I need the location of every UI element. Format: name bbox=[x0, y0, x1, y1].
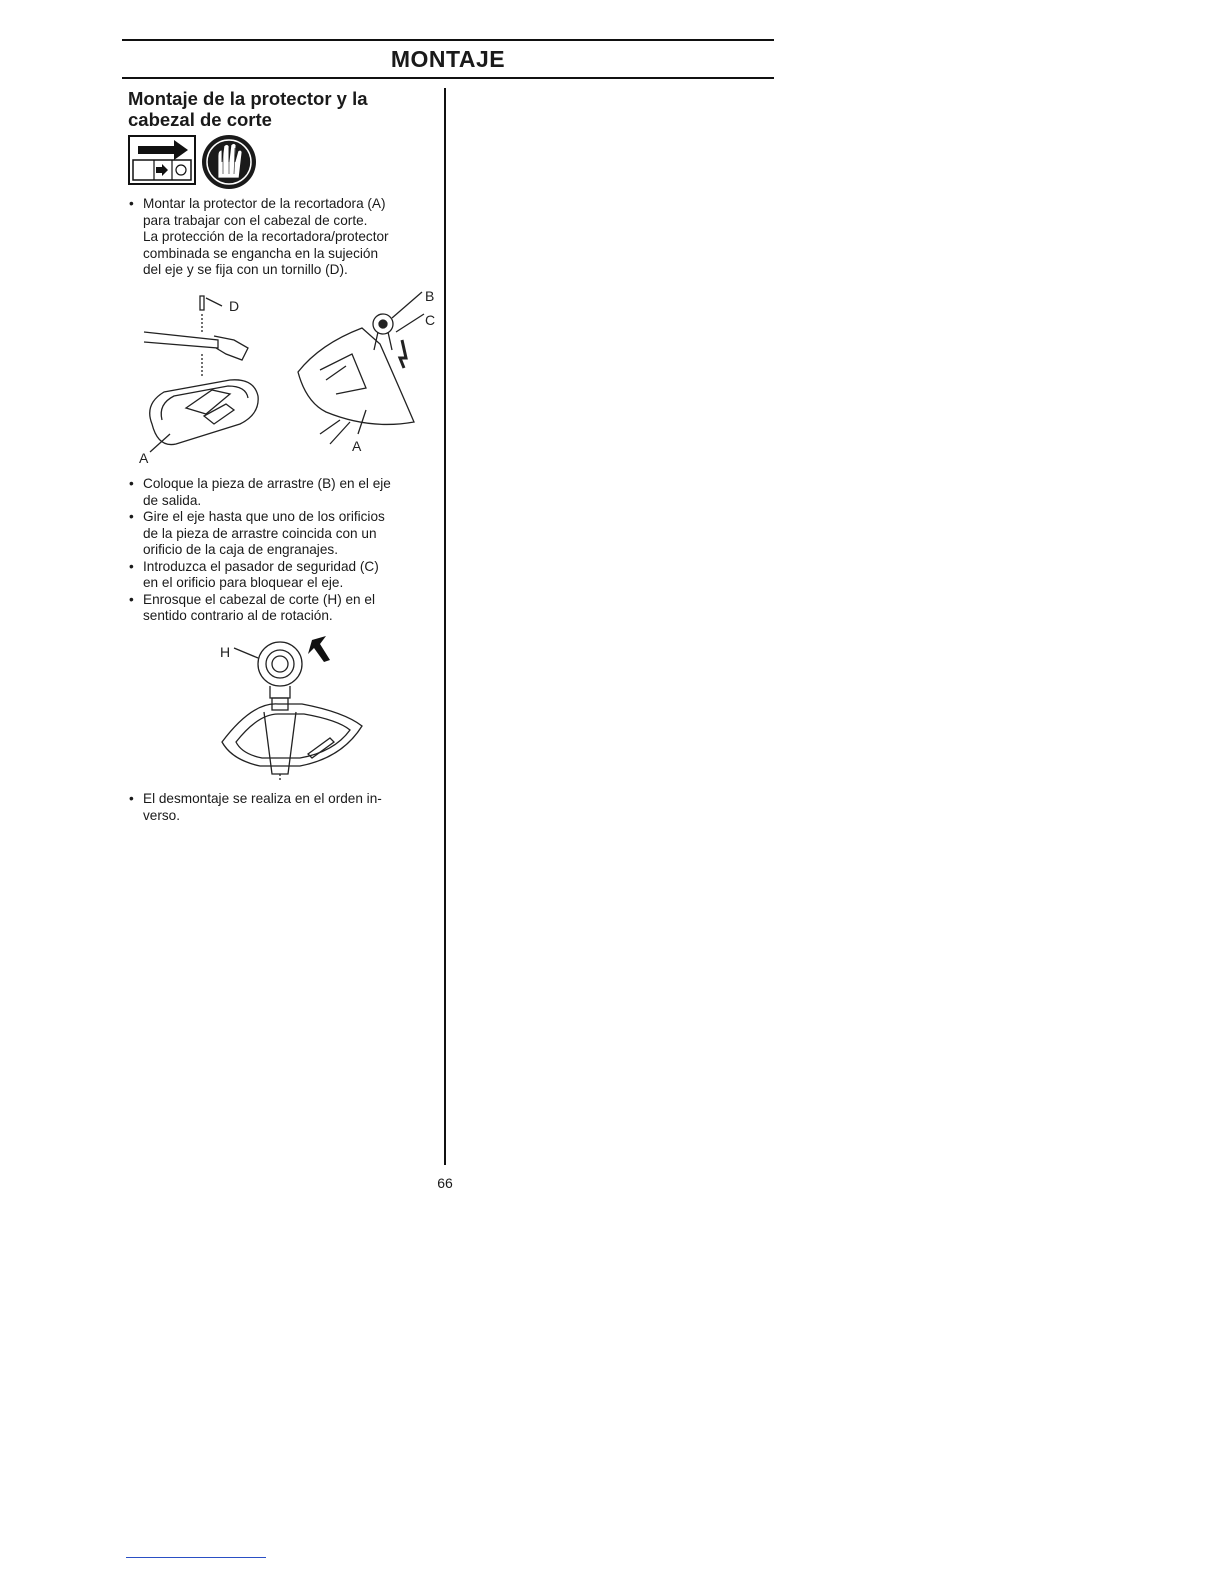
header-bottom-rule bbox=[122, 77, 774, 79]
intro-line: del eje y se fija con un tornillo (D). bbox=[143, 262, 348, 277]
page-header-title: MONTAJE bbox=[390, 46, 506, 72]
step-line: sentido contrario al de rotación. bbox=[143, 608, 333, 623]
figure-guard-assembly bbox=[130, 284, 440, 468]
intro-line: para trabajar con el cabezal de corte. bbox=[143, 212, 368, 228]
intro-line: Montar la protector de la recortadora (A) bbox=[143, 196, 386, 211]
label-h: H bbox=[220, 644, 231, 660]
page-number: 66 bbox=[437, 1175, 453, 1191]
label-a-right: A bbox=[352, 438, 362, 454]
bullet: • bbox=[129, 558, 134, 574]
step-line: en el orificio para bloquear el eje. bbox=[143, 575, 344, 590]
intro-line: combinada se engancha en la sujeción bbox=[143, 245, 379, 261]
bullet: • bbox=[129, 196, 134, 211]
list-item bbox=[128, 509, 438, 559]
closing-line: El desmontaje se realiza en el orden in- bbox=[143, 791, 382, 806]
gloves-icon bbox=[202, 135, 256, 189]
step-line: orificio de la caja de engranajes. bbox=[143, 542, 338, 557]
list-item bbox=[128, 196, 438, 279]
section-title-line-1: Montaje de la protector y la bbox=[128, 88, 368, 109]
list-item bbox=[128, 592, 438, 625]
list-item bbox=[128, 476, 438, 509]
closing-paragraph bbox=[128, 791, 438, 824]
intro-paragraph bbox=[128, 196, 438, 279]
label-b: B bbox=[425, 288, 435, 304]
bullet: • bbox=[129, 591, 134, 607]
section-title-line-2: cabezal de corte bbox=[128, 109, 272, 130]
list-item bbox=[128, 791, 438, 824]
footer-divider bbox=[126, 1557, 266, 1558]
bullet: • bbox=[129, 476, 134, 491]
step-line: Introduzca el pasador de seguridad (C) bbox=[143, 558, 379, 574]
section-title bbox=[128, 88, 428, 130]
steps-list bbox=[128, 476, 438, 625]
step-line: Enrosque el cabezal de corte (H) en el bbox=[143, 591, 375, 607]
list-item bbox=[128, 559, 438, 592]
step-line: Gire el eje hasta que uno de los orificios bbox=[143, 509, 385, 524]
step-line: de la pieza de arrastre coincida con un bbox=[143, 525, 377, 541]
closing-line: verso. bbox=[143, 807, 181, 823]
manual-arrow-icon bbox=[129, 136, 195, 184]
bullet: • bbox=[129, 791, 134, 806]
header-top-rule bbox=[122, 39, 774, 41]
label-d: D bbox=[229, 298, 240, 314]
safety-symbols bbox=[128, 134, 268, 190]
step-line: Coloque la pieza de arrastre (B) en el eje bbox=[143, 476, 391, 491]
bullet: • bbox=[129, 509, 134, 524]
label-a-left: A bbox=[139, 450, 149, 466]
label-c: C bbox=[425, 312, 436, 328]
intro-line: La protección de la recortadora/protector bbox=[143, 229, 389, 244]
figure-cutting-head bbox=[212, 634, 372, 784]
column-divider bbox=[444, 88, 446, 1165]
step-line: de salida. bbox=[143, 492, 202, 508]
